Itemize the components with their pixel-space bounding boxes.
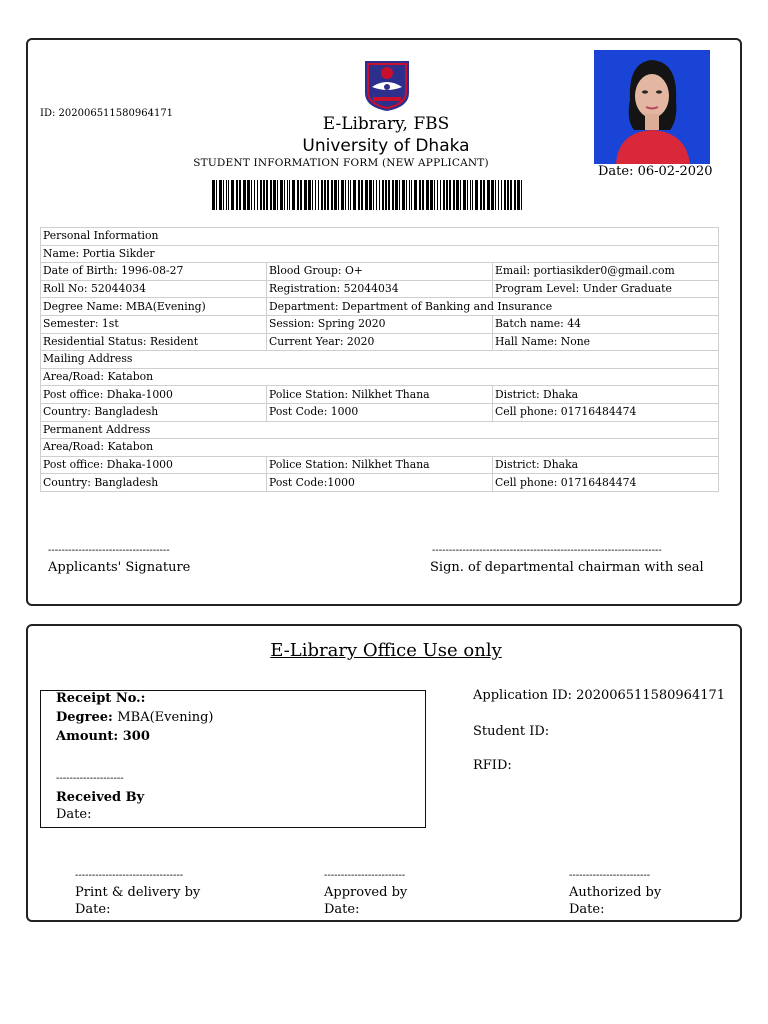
application-id: Application ID: 202006511580964171 [473,688,726,703]
chairman-signature-label: Sign. of departmental chairman with seal [430,560,704,575]
table-row [41,368,719,386]
hall-name-cell: Hall Name: None [493,333,719,351]
table-row [41,439,719,457]
table-row [41,263,719,281]
department-cell: Department: Department of Banking and Insurance [267,298,719,316]
authorized-by-line: ------------------------ [569,870,651,881]
table-row [41,315,719,333]
approved-by-line: ------------------------ [324,870,406,881]
approved-by-block [324,884,407,918]
receipt-amount [56,729,150,744]
applicant-signature-label: Applicants' Signature [48,560,191,575]
print-delivery-label: Print & delivery by [75,885,201,900]
authorized-by-label: Authorized by [569,885,662,900]
table-row [41,351,719,369]
table-row [41,386,719,404]
email-cell: Email: portiasikder0@gmail.com [493,263,719,281]
table-row [41,403,719,421]
office-use-title: E-Library Office Use only [270,640,502,661]
semester-cell: Semester: 1st [41,315,267,333]
degree-cell: Degree Name: MBA(Evening) [41,298,267,316]
mailing-cell-phone-cell: Cell phone: 01716484474 [493,403,719,421]
mailing-post-code-cell: Post Code: 1000 [267,403,493,421]
receipt-degree [56,710,214,725]
permanent-post-office-cell: Post office: Dhaka-1000 [41,456,267,474]
applicant-id: ID: 202006511580964171 [40,108,174,119]
office-use-panel [26,624,742,922]
approved-by-label: Approved by [324,885,408,900]
received-by-label: Received By [56,790,145,805]
receipt-no-label: Receipt No.: [56,691,146,706]
applicant-photo [594,50,710,164]
student-id-label: Student ID: [473,724,550,739]
permanent-police-station-cell: Police Station: Nilkhet Thana [267,456,493,474]
rfid-label: RFID: [473,758,512,773]
residential-status-cell: Residential Status: Resident [41,333,267,351]
roll-cell: Roll No: 52044034 [41,280,267,298]
applicant-signature-line: ------------------------------------ [48,545,170,556]
permanent-district-cell: District: Dhaka [493,456,719,474]
table-row [41,421,719,439]
personal-information-table [40,227,719,492]
mailing-police-station-cell: Police Station: Nilkhet Thana [267,386,493,404]
section-header-permanent: Permanent Address [41,421,719,439]
permanent-post-code-cell: Post Code:1000 [267,474,493,492]
form-subtitle: STUDENT INFORMATION FORM (NEW APPLICANT) [193,157,489,169]
table-row [41,280,719,298]
section-header-mailing: Mailing Address [41,351,719,369]
receipt-degree-label: Degree: [56,710,118,725]
received-date-label: Date: [56,807,92,822]
blood-group-cell: Blood Group: O+ [267,263,493,281]
library-title: E-Library, FBS [322,114,450,134]
table-row [41,298,719,316]
permanent-cell-phone-cell: Cell phone: 01716484474 [493,474,719,492]
table-row [41,228,719,246]
mailing-district-cell: District: Dhaka [493,386,719,404]
print-delivery-block [75,884,200,918]
university-name: University of Dhaka [302,136,470,156]
table-row [41,333,719,351]
table-row [41,474,719,492]
barcode-icon [212,180,526,210]
receipt-box [40,690,426,828]
approved-by-date: Date: [324,902,360,917]
receipt-amount-value: 300 [122,729,150,744]
table-row [41,456,719,474]
mailing-area-cell: Area/Road: Katabon [41,368,719,386]
section-header-personal: Personal Information [41,228,719,246]
university-crest-logo [363,59,411,113]
print-delivery-line: -------------------------------- [75,870,184,881]
received-by-line: -------------------- [56,773,124,784]
receipt-degree-value: MBA(Evening) [117,710,214,725]
receipt-amount-label: Amount: [56,729,123,744]
current-year-cell: Current Year: 2020 [267,333,493,351]
permanent-country-cell: Country: Bangladesh [41,474,267,492]
authorized-by-date: Date: [569,902,605,917]
registration-cell: Registration: 52044034 [267,280,493,298]
batch-cell: Batch name: 44 [493,315,719,333]
authorized-by-block [569,884,661,918]
name-cell: Name: Portia Sikder [41,245,719,263]
chairman-signature-line: -------------------------------------------------------------------- [432,545,662,556]
table-row [41,245,719,263]
print-delivery-date: Date: [75,902,111,917]
permanent-area-cell: Area/Road: Katabon [41,439,719,457]
program-level-cell: Program Level: Under Graduate [493,280,719,298]
student-information-form [26,38,742,606]
form-date: Date: 06-02-2020 [598,164,713,179]
mailing-country-cell: Country: Bangladesh [41,403,267,421]
dob-cell: Date of Birth: 1996-08-27 [41,263,267,281]
mailing-post-office-cell: Post office: Dhaka-1000 [41,386,267,404]
session-cell: Session: Spring 2020 [267,315,493,333]
